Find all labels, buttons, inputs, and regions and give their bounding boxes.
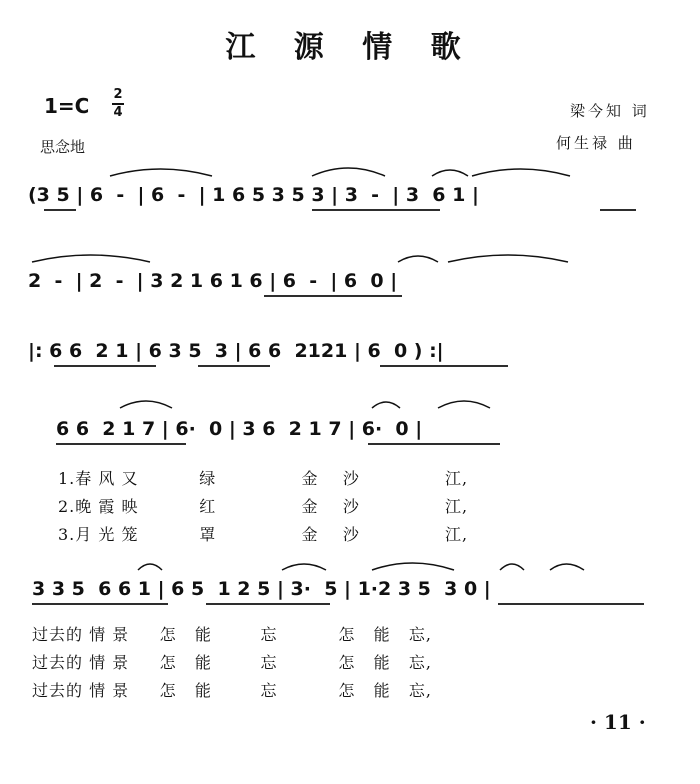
slur-6 bbox=[398, 256, 438, 262]
slur-7 bbox=[448, 255, 568, 262]
composer-credit: 何生禄 曲 bbox=[556, 134, 636, 152]
song-title: 江 源 情 歌 bbox=[225, 30, 475, 65]
slur-9 bbox=[372, 402, 400, 408]
slur-11 bbox=[138, 564, 162, 570]
slur-10 bbox=[438, 401, 490, 408]
meter-top: 2 bbox=[113, 87, 123, 102]
lyric-verse1-b: 过去的 情 景 怎 能 忘 怎 能 忘, bbox=[32, 625, 433, 644]
slur-12 bbox=[282, 564, 326, 570]
slur-4 bbox=[472, 169, 570, 176]
meter-bottom: 4 bbox=[113, 105, 123, 120]
page-number: · 11 · bbox=[590, 710, 646, 734]
slur-13 bbox=[372, 563, 454, 570]
score-line-2: 2 - | 2 - | 3 2 1 6 1 6 | 6 - | 6 0 | bbox=[28, 270, 398, 292]
slur-3 bbox=[432, 170, 468, 176]
slur-2 bbox=[312, 168, 385, 176]
lyric-verse2-b: 过去的 情 景 怎 能 忘 怎 能 忘, bbox=[32, 653, 433, 672]
slur-8 bbox=[120, 401, 172, 408]
slur-1 bbox=[110, 169, 212, 176]
score-line-1: (3 5 | 6 - | 6 - | 1 6 5 3 5 3 | 3 - | 3 6 1 | bbox=[28, 184, 479, 206]
score-line-5: 3 3 5 6 6 1 | 6 5 1 2 5 | 3· 5 | 1·2 3 5 3 0 | bbox=[32, 578, 491, 600]
lyric-verse3-b: 过去的 情 景 怎 能 忘 怎 能 忘, bbox=[32, 681, 433, 700]
slur-5 bbox=[32, 255, 150, 262]
lyric-verse1-a: 1.春 风 又 绿 金 沙 江, bbox=[58, 469, 469, 488]
slur-15 bbox=[550, 564, 584, 570]
score-line-3: |: 6 6 2 1 | 6 3 5 3 | 6 6 2121 | 6 0 ) :| bbox=[28, 340, 444, 362]
score-line-4: 6 6 2 1 7 | 6· 0 | 3 6 2 1 7 | 6· 0 | bbox=[56, 418, 423, 440]
lyricist-credit: 梁今知 词 bbox=[570, 102, 650, 120]
lyric-verse2-a: 2.晚 霞 映 红 金 沙 江, bbox=[58, 497, 469, 516]
slur-14 bbox=[500, 564, 524, 570]
underline-beams bbox=[32, 210, 644, 604]
key-signature: 1=C bbox=[44, 94, 90, 118]
lyric-verse3-a: 3.月 光 笼 罩 金 沙 江, bbox=[58, 525, 469, 544]
tempo-marking: 思念地 bbox=[40, 138, 86, 156]
